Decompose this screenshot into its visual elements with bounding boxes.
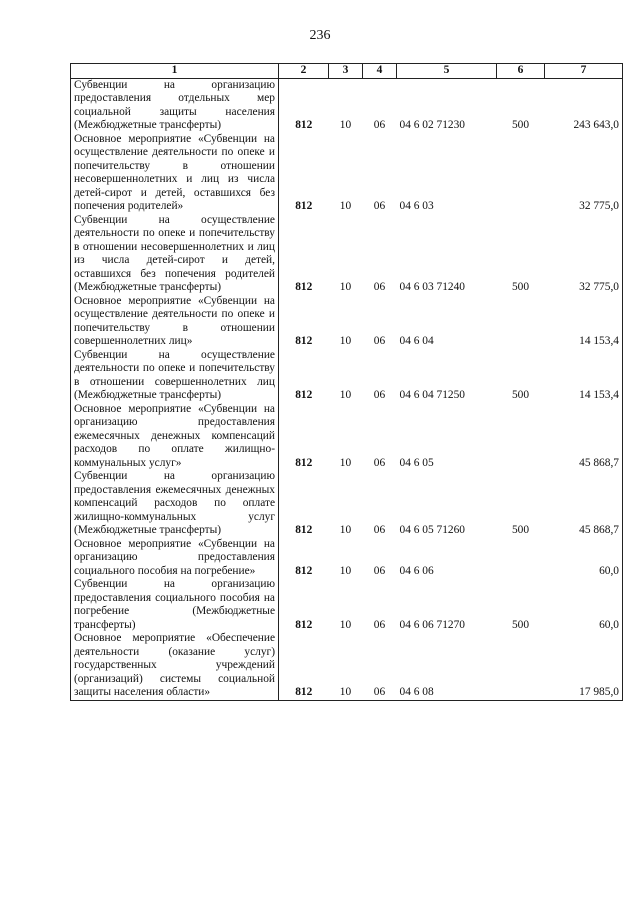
column-header-3: 3 — [329, 64, 363, 79]
row-subsection: 06 — [373, 389, 386, 401]
row-expense-type — [497, 538, 545, 579]
column-header-1: 1 — [71, 64, 279, 79]
table-row — [71, 578, 623, 632]
row-subsection: 06 — [373, 618, 386, 631]
table-row — [71, 214, 623, 295]
row-expense-type: 500 — [511, 389, 530, 401]
row-expense-type — [497, 295, 545, 349]
row-amount: 14 153,4 — [545, 349, 623, 403]
row-target-code: 04 6 04 — [399, 335, 434, 347]
table-row — [71, 470, 623, 538]
row-subsection: 06 — [373, 335, 386, 347]
page-number: 236 — [309, 28, 331, 43]
row-amount: 32 775,0 — [545, 133, 623, 214]
row-section: 10 — [339, 524, 352, 536]
budget-table — [70, 63, 623, 701]
row-name: Субвенции на осуществление деятельности по опеке и попечительству в отношении несовершеннолетних и лиц из числа детей-сирот и детей, оставшихся без попечения родителей (Межбюджетные трансферты) — [71, 214, 279, 295]
table-row — [71, 78, 623, 133]
row-ministry-code: 812 — [295, 281, 313, 293]
row-amount: 45 868,7 — [545, 403, 623, 471]
column-header-4: 4 — [363, 64, 397, 79]
row-target-code: 04 6 03 — [399, 200, 434, 212]
row-subsection: 06 — [373, 281, 386, 293]
row-ministry-code: 812 — [295, 335, 313, 347]
table-row — [71, 295, 623, 349]
row-section: 10 — [339, 389, 352, 401]
row-section: 10 — [329, 632, 363, 700]
column-header-6: 6 — [497, 64, 545, 79]
row-section: 10 — [339, 281, 352, 293]
row-target-code: 04 6 02 71230 — [399, 119, 465, 131]
row-section: 10 — [339, 335, 352, 347]
row-expense-type — [497, 632, 545, 700]
row-section: 10 — [339, 119, 352, 131]
row-name: Субвенции на организацию предоставления социального пособия на погребение (Межбюджетные трансферты) — [71, 578, 279, 632]
table-row — [71, 133, 623, 214]
row-subsection: 06 — [373, 119, 386, 131]
table-row — [71, 403, 623, 471]
row-amount: 45 868,7 — [545, 470, 623, 538]
row-name: Субвенции на организацию предоставления отдельных мер социальной защиты населения (Межбюджетные трансферты) — [71, 78, 279, 133]
row-target-code: 04 6 05 — [399, 456, 434, 469]
row-expense-type — [497, 133, 545, 214]
row-name: Субвенции на организацию предоставления ежемесячных денежных компенсаций расходов по оплате жилищно-коммунальных услуг (Межбюджетные трансферты) — [71, 470, 279, 538]
table-row — [71, 538, 623, 579]
table-header-row — [71, 64, 623, 79]
row-amount: 60,0 — [545, 538, 623, 579]
row-section: 10 — [339, 618, 352, 631]
row-target-code: 04 6 05 71260 — [399, 524, 465, 536]
row-ministry-code: 812 — [295, 564, 313, 577]
table-row — [71, 632, 623, 700]
row-name: Основное мероприятие «Субвенции на организацию предоставления социального пособия на погребение» — [71, 538, 279, 579]
row-amount: 32 775,0 — [545, 214, 623, 295]
row-ministry-code: 812 — [295, 389, 313, 401]
row-ministry-code: 812 — [295, 618, 313, 631]
row-subsection: 06 — [373, 564, 386, 577]
row-subsection: 06 — [373, 200, 386, 212]
row-subsection: 06 — [373, 524, 386, 536]
row-amount: 14 153,4 — [545, 295, 623, 349]
row-ministry-code: 812 — [295, 119, 313, 131]
row-ministry-code: 812 — [295, 456, 313, 469]
row-name: Субвенции на осуществление деятельности по опеке и попечительству в отношении совершеннолетних лиц (Межбюджетные трансферты) — [71, 349, 279, 403]
row-subsection: 06 — [373, 456, 386, 469]
row-amount: 17 985,0 — [545, 632, 623, 700]
row-expense-type: 500 — [511, 119, 530, 131]
row-target-code: 04 6 06 71270 — [399, 618, 465, 631]
row-ministry-code: 812 — [279, 632, 329, 700]
row-ministry-code: 812 — [295, 200, 313, 212]
row-section: 10 — [339, 456, 352, 469]
row-name: Основное мероприятие «Субвенции на осуществление деятельности по опеке и попечительству в отношении совершеннолетних лиц» — [71, 295, 279, 349]
column-header-7: 7 — [545, 64, 623, 79]
row-amount: 243 643,0 — [545, 78, 623, 133]
row-amount: 60,0 — [545, 578, 623, 632]
column-header-5: 5 — [397, 64, 497, 79]
row-target-code: 04 6 06 — [399, 564, 434, 577]
row-target-code: 04 6 08 — [397, 632, 497, 700]
row-target-code: 04 6 04 71250 — [399, 389, 465, 401]
column-header-2: 2 — [279, 64, 329, 79]
table-row — [71, 349, 623, 403]
row-section: 10 — [339, 200, 352, 212]
row-target-code: 04 6 03 71240 — [399, 281, 465, 293]
row-name: Основное мероприятие «Субвенции на осуществление деятельности по опеке и попечительству в отношении несовершеннолетних и лиц из числа детей-сирот и детей, оставшихся без попечения родителей» — [71, 133, 279, 214]
row-section: 10 — [339, 564, 352, 577]
row-expense-type: 500 — [511, 524, 530, 536]
row-expense-type — [497, 403, 545, 471]
row-subsection: 06 — [363, 632, 397, 700]
row-ministry-code: 812 — [295, 524, 313, 536]
row-expense-type: 500 — [511, 281, 530, 293]
row-name: Основное мероприятие «Обеспечение деятельности (оказание услуг) государственных учреждений (организаций) системы социальной защиты населения области» — [71, 632, 279, 700]
row-name: Основное мероприятие «Субвенции на организацию предоставления ежемесячных денежных компенсаций расходов по оплате жилищно-коммунальных услуг» — [71, 403, 279, 471]
row-expense-type: 500 — [511, 618, 530, 631]
